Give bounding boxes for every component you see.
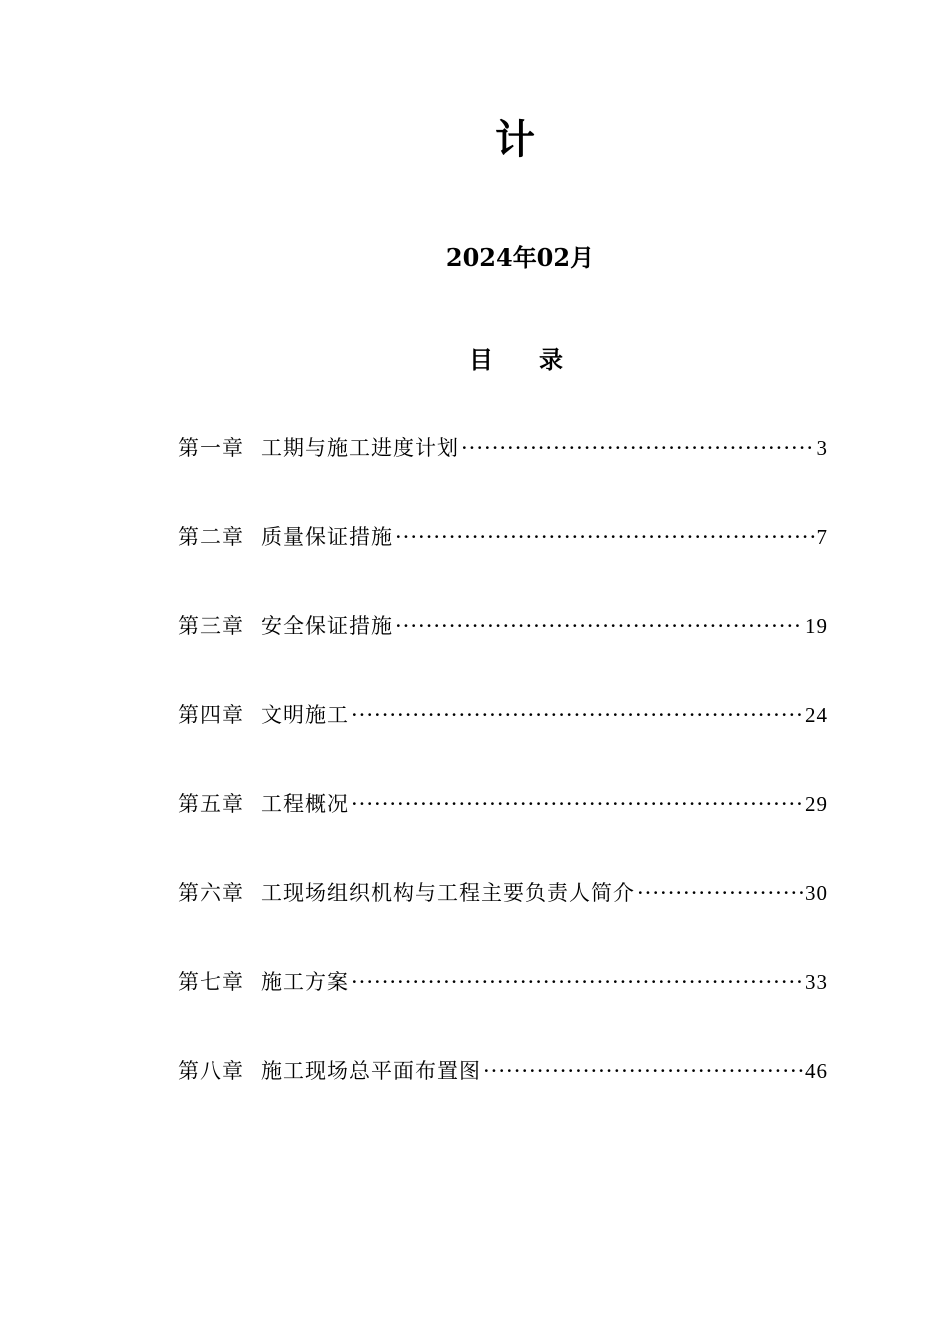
toc-entry-2[interactable] [178, 519, 828, 608]
toc-dot-leader [395, 519, 815, 555]
toc-chapter: 第三章 [178, 614, 244, 638]
toc-page-number: 30 [805, 881, 828, 905]
toc-chapter: 第八章 [178, 1059, 244, 1083]
toc-title: 安全保证措施 [261, 614, 393, 638]
toc-entry-3[interactable] [178, 608, 828, 697]
toc-dot-leader [483, 1053, 803, 1089]
toc-title: 质量保证措施 [261, 525, 393, 549]
cover-date: 2024年02月 [445, 243, 595, 272]
toc-heading [0, 342, 950, 378]
toc-chapter: 第二章 [178, 525, 244, 549]
toc-entry-8[interactable] [178, 1053, 828, 1142]
toc-chapter: 第一章 [178, 436, 244, 460]
toc-chapter: 第七章 [178, 970, 244, 994]
toc-page-number: 7 [816, 525, 828, 549]
toc-page-number: 33 [805, 970, 828, 994]
toc-entry-1[interactable] [178, 430, 828, 519]
toc-heading-right: 录 [539, 345, 565, 374]
toc-chapter: 第四章 [178, 703, 244, 727]
toc-page-number: 24 [805, 703, 828, 727]
toc-title: 文明施工 [261, 703, 349, 727]
toc-page-number: 29 [805, 792, 828, 816]
toc-dot-leader [351, 964, 803, 1000]
toc-dot-leader [351, 697, 803, 733]
toc-title: 施工现场总平面布置图 [261, 1059, 481, 1083]
toc-dot-leader [351, 786, 803, 822]
toc-list [178, 430, 828, 1142]
toc-entry-4[interactable] [178, 697, 828, 786]
toc-entry-5[interactable] [178, 786, 828, 875]
cover-title-char: 计 [495, 116, 535, 163]
toc-title: 工期与施工进度计划 [261, 436, 459, 460]
toc-entry-7[interactable] [178, 964, 828, 1053]
toc-dot-leader [461, 430, 815, 466]
toc-page-number: 19 [805, 614, 828, 638]
toc-chapter: 第五章 [178, 792, 244, 816]
toc-page-number: 46 [805, 1059, 828, 1083]
toc-dot-leader [395, 608, 803, 644]
toc-heading-left: 目 [469, 345, 495, 374]
toc-dot-leader [637, 875, 803, 911]
toc-page-number: 3 [816, 436, 828, 460]
toc-entry-6[interactable] [178, 875, 828, 964]
toc-title: 施工方案 [261, 970, 349, 994]
toc-title: 工程概况 [261, 792, 349, 816]
toc-chapter: 第六章 [178, 881, 244, 905]
toc-title: 工现场组织机构与工程主要负责人简介 [261, 881, 635, 905]
